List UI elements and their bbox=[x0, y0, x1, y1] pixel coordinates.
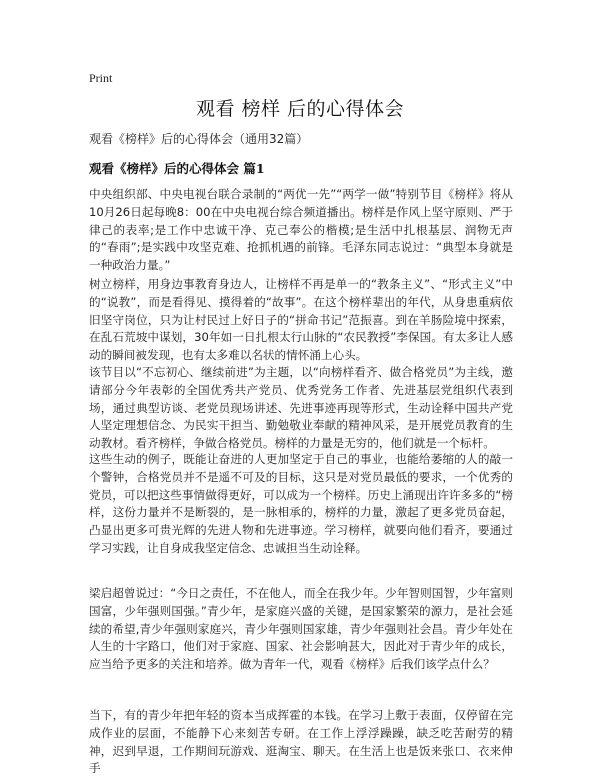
body-paragraph: 中央组织部、中央电视台联合录制的“两优一先”“两学一做”特别节目《榜样》将从10月26日起每晚8：00在中央电视台综合频道播出。榜样是作风上坚守原则、严于律己的表率;是工作中忠诚干净、克己奉公的楷模;是生活中扎根基层、润物无声的“春雨”;是实践中攻坚克难、抢抓机遇的前锋。毛泽东同志说过：“典型本身就是一种政治力量。” bbox=[89, 187, 513, 273]
body-paragraph: 该节目以“不忘初心、继续前进”为主题，以“向榜样看齐、做合格党员”为主线，邀请部分今年表彰的全国优秀共产党员、优秀党务工作者、先进基层党组织代表到场，通过典型访谈、老党员现场讲述、先进事迹再现等形式，生动诠释中国共产党人坚定理想信念、为民实干担当、勤勉敬业奉献的精神风采，是开展党员教育的生动教材。看齐榜样，争做合格党员。榜样的力量是无穷的，他们就是一个标杆。 bbox=[89, 365, 513, 451]
body-paragraph: 这些生动的例子，既能让奋进的人更加坚定于自己的事业，也能给萎缩的人的敲一个警钟，合格党员并不是遥不可及的目标，这只是对党员最低的要求，一个优秀的党员，可以把这些事情做得更好，可以成为一个榜样。历史上涌现出许许多多的“榜样，这份力量并不是断裂的，是一脉相承的，榜样的力量，激起了更多党员奋起，凸显出更多可贵光辉的先进人物和先进事迹。学习榜样，就要向他们看齐，要通过学习实践，让自身成我坚定信念、忠诚担当生动诠释。 bbox=[89, 452, 513, 555]
body-paragraph: 当下，有的青少年把年轻的资本当成挥霍的本钱。在学习上敷于表面，仅停留在完成作业的层面，不能静下心来刻苦专研。在工作上浮浮躁躁，缺乏吃苦耐劳的精神，迟到早退，工作期间玩游戏、逛淘宝、聊天。在生活上也是饭来张口、衣来伸手 bbox=[89, 708, 513, 776]
body-paragraph: 树立榜样，用身边事教育身边人，让榜样不再是单一的“教条主义”、“形式主义”中的“说教”，而是看得见、摸得着的“故事”。在这个榜样辈出的年代，从身患重病依旧坚守岗位，只为让村民过上好日子的“拼命书记”范振喜。到在羊肠险境中探索，在乱石荒坡中谋划，30年如一日扎根太行山脉的“农民教授”李保国。有太多让人感动的瞬间被发现，也有太多难以名状的情怀涌上心头。 bbox=[89, 277, 513, 363]
section-heading: 观看《榜样》后的心得体会 篇1 bbox=[89, 161, 265, 176]
print-label: Print bbox=[89, 71, 113, 85]
body-paragraph: 梁启超曾说过：“今日之责任，不在他人，而全在我少年。少年智则国智，少年富则国富，少年强则国强。”青少年，是家庭兴盛的关键，是国家繁荣的源力，是社会延续的希望,青少年强则家庭兴，青少年强则国家雄，青少年强则社会昌。青少年处在人生的十字路口，他们对于家庭、国家、社会影响甚大，因此对于青少年的成长，应当给予更多的关注和培养。做为青年一代，观看《榜样》后我们该学点什么？ bbox=[89, 586, 513, 672]
document-title: 观看 榜样 后的心得体会 bbox=[195, 98, 405, 120]
document-subtitle: 观看《榜样》后的心得体会（通用32篇） bbox=[89, 132, 309, 146]
